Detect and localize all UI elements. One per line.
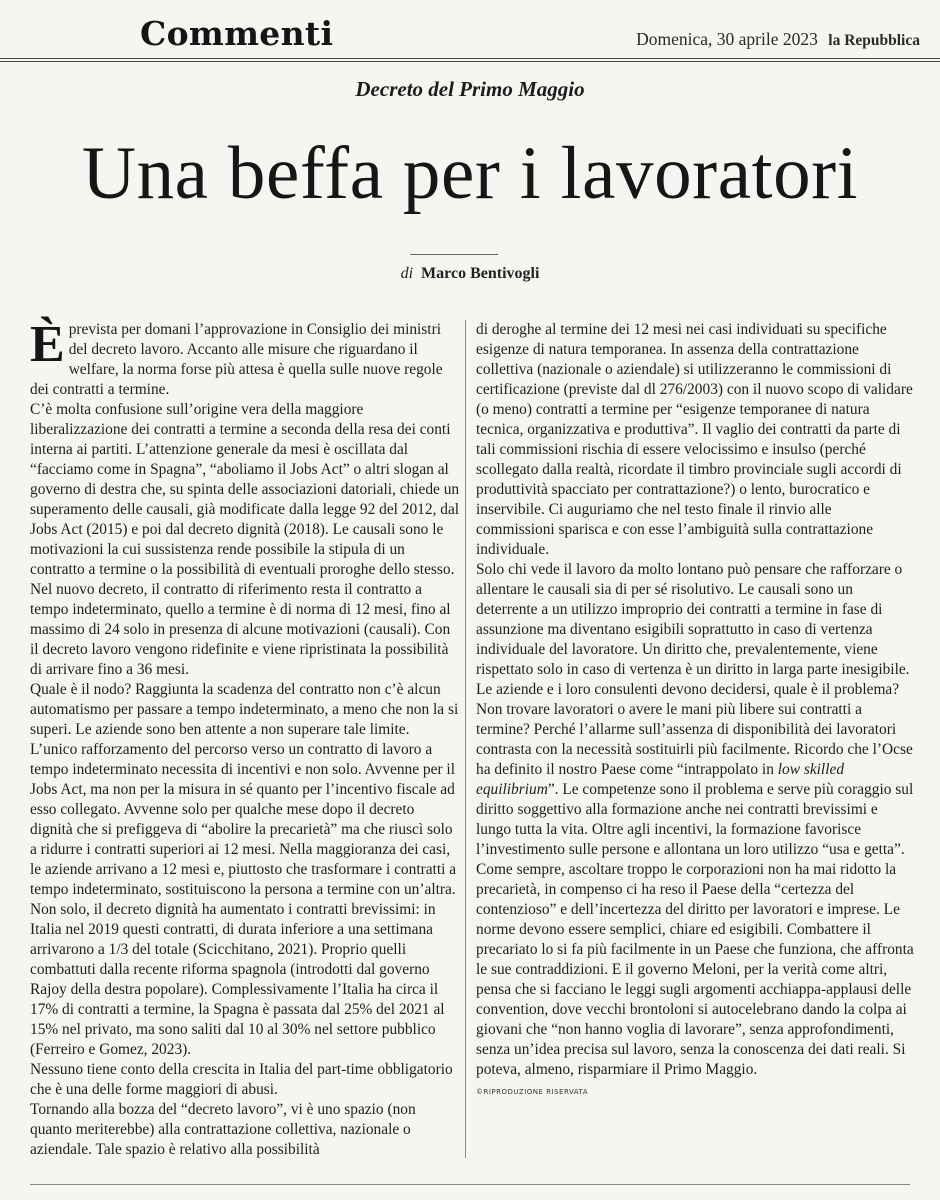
article-paragraph: Nessuno tiene conto della crescita in Italia del part-time obbligatorio che è una delle forme maggiori di abusi. bbox=[30, 1061, 453, 1098]
article-paragraph: Quale è il nodo? Raggiunta la scadenza del contratto non c’è alcun automatismo per passare a tempo indeterminato, a meno che non la si superi. Le aziende sono ben attente a non superare tale limite. L’unico rafforzamento del percorso verso un contratto di lavoro a tempo indeterminato necessita di incentivi e non solo. Avvenne per il Jobs Act, ma non per la misura in sé quanto per l’incentivo fiscale ad esso collegato. Avvenne solo per qualche mese dopo il decreto dignità che si prefiggeva di “abolire la precarietà” ma che riuscì solo a ridurre i contratti superiori ai 12 mesi. Nella maggioranza dei casi, le aziende arrivano a 12 mesi e, piuttosto che trasformare i contratti a tempo indeterminato, sostituiscono la persona a termine con un’altra. Non solo, il decreto dignità ha aumentato i contratti brevissimi: in Italia nel 2019 questi contratti, di durata inferiore a una settimana arrivarono a 1/3 del totale (Scicchitano, 2021). Proprio quelli combattuti dalla recente riforma spagnola (introdotti dal governo Rajoy della destra popolare). Complessivamente l’Italia ha circa il 17% di contratti a termine, la Spagna è passata dal 25% del 2021 al 15% nel privato, ma sono saliti dal 10 al 30% nel settore pubblico (Ferreiro e Gomez, 2023). bbox=[30, 681, 459, 1058]
article-paragraph: Nel nuovo decreto, il contratto di riferimento resta il contratto a tempo indeterminato, quello a termine è di norma di 12 mesi, fino al massimo di 24 solo in presenza di alcune motivazioni (causali). Con il decreto lavoro vengono ridefinite e viene ripristinata la possibilità di arrivare fino a 36 mesi. bbox=[30, 581, 451, 678]
section-title: Commenti bbox=[140, 14, 334, 53]
byline-prefix: di bbox=[400, 265, 414, 282]
article-paragraph: Come sempre, ascoltare troppo le corporazioni non ha mai ridotto la precarietà, in compenso ci ha reso il Paese della “certezza del contenzioso” e dell’incertezza del diritto per lavoratori e imprese. Le norme devono essere semplici, chiare ed esigibili. Combattere il precariato lo si fa più facilmente in un Paese che funziona, che affronta le sue contraddizioni. E il governo Meloni, per la verità come altri, pensa che si facciano le leggi sugli argomenti acchiappa-applausi delle convention, dove vecchi brontoloni si autocelebrano dando la colpa ai giovani che “non hanno voglia di lavorare”, senza approfondimenti, senza un’idea precisa sul lavoro, senza la conoscenza dei dati reali. Si poteva, almeno, risparmiare il Primo Maggio. bbox=[476, 861, 914, 1078]
byline-divider bbox=[410, 254, 498, 255]
drop-cap: È bbox=[30, 316, 65, 373]
header-rule-top bbox=[0, 58, 940, 59]
header-rule-bottom bbox=[0, 61, 940, 62]
article-paragraph: di deroghe al termine dei 12 mesi nei casi individuati su specifiche esigenze di natura temporanea. In assenza della contrattazione collettiva (nazionale o aziendale) si utilizzeranno le commissioni di certificazione (previste dal dl 276/2003) con il nuovo scopo di validare (o meno) contratti a termine per “esigenze temporanee di natura tecnica, organizzativa e produttiva”. Il vaglio dei contratti da parte di tali commissioni rischia di essere velocissimo e insulso (perché scollegato dalla realtà, ricordate il timbro provinciale sugli accordi di produttività spacciato per contrattazione?) o lento, burocratico e inservibile. Ci auguriamo che nel testo finale il rinvio alle commissioni sparisca e con esse l’ambiguità sulla contrattazione individuale. bbox=[476, 321, 913, 558]
article-column-right bbox=[476, 320, 914, 1102]
author-name: Marco Bentivogli bbox=[421, 265, 540, 282]
article-kicker: Decreto del Primo Maggio bbox=[355, 77, 585, 101]
article-paragraph: È prevista per domani l’approvazione in Consiglio dei ministri del decreto lavoro. Accanto alle misure che riguardano il welfare, la norma forse più attesa è quella sulle nuove regole dei contratti a termine. bbox=[30, 316, 443, 398]
byline bbox=[0, 265, 940, 283]
article-headline: Una beffa per i lavoratori bbox=[81, 132, 859, 215]
column-divider bbox=[465, 320, 466, 1158]
page-header bbox=[0, 0, 940, 60]
dateline bbox=[636, 29, 920, 50]
newspaper-brand: la Repubblica bbox=[828, 32, 920, 49]
italic-phrase: low skilled equilibrium bbox=[476, 761, 845, 798]
article-paragraph: Le aziende e i loro consulenti devono decidersi, quale è il problema? Non trovare lavoratori o avere le mani più libere sui contratti a termine? Perché l’allarme sull’assenza di disponibilità dei lavoratori contrasta con la necessità sostituirli più facilmente. Ricordo che l’Ocse ha definito il nostro Paese come “intrappolato in low skilled equilibrium”. Le competenze sono il problema e serve più coraggio sul diritto soggettivo alla formazione anche nei contratti brevissimi e lungo tutta la vita. Oltre agli incentivi, la formazione favorisce l’investimento sulle persone e allontana un loro utilizzo “usa e getta”. bbox=[476, 681, 914, 858]
article-column-left bbox=[30, 316, 460, 1160]
publication-date: Domenica, 30 aprile 2023 bbox=[636, 29, 818, 49]
article-paragraph: C’è molta confusione sull’origine vera della maggiore liberalizzazione dei contratti a termine a seconda della resa dei conti interna ai partiti. L’attenzione generale da mesi è oscillata dal “facciamo come in Spagna”, “aboliamo il Jobs Act” o altri slogan al governo di destra che, su spinta delle associazioni datoriali, chiede un superamento delle causali, già modificate dalla legge 92 del 2012, dal Jobs Act (2015) e poi dal decreto dignità (2018). Le causali sono le motivazioni la cui sussistenza rende possibile la stipula di un contratto a termine o la possibilità di eventuali proroghe dello stesso. bbox=[30, 401, 460, 578]
footer-rule bbox=[30, 1184, 910, 1185]
copyright-notice: ©RIPRODUZIONE RISERVATA bbox=[476, 1088, 589, 1096]
article-paragraph: Solo chi vede il lavoro da molto lontano può pensare che rafforzare o allentare le causali sia di per sé risolutivo. Le causali sono un deterrente a un utilizzo improprio dei contratti a termine in fase di assunzione ma diventano esigibili soprattutto in caso di vertenza individuale del lavoratore. Un diritto che, prevalentemente, viene rispettato solo in caso di vertenza è un diritto in larga parte inesigibile. bbox=[476, 561, 910, 678]
article-paragraph: Tornando alla bozza del “decreto lavoro”, vi è uno spazio (non quanto meriterebbe) alla contrattazione collettiva, nazionale o aziendale. Tale spazio è relativo alla possibilità bbox=[30, 1101, 416, 1158]
